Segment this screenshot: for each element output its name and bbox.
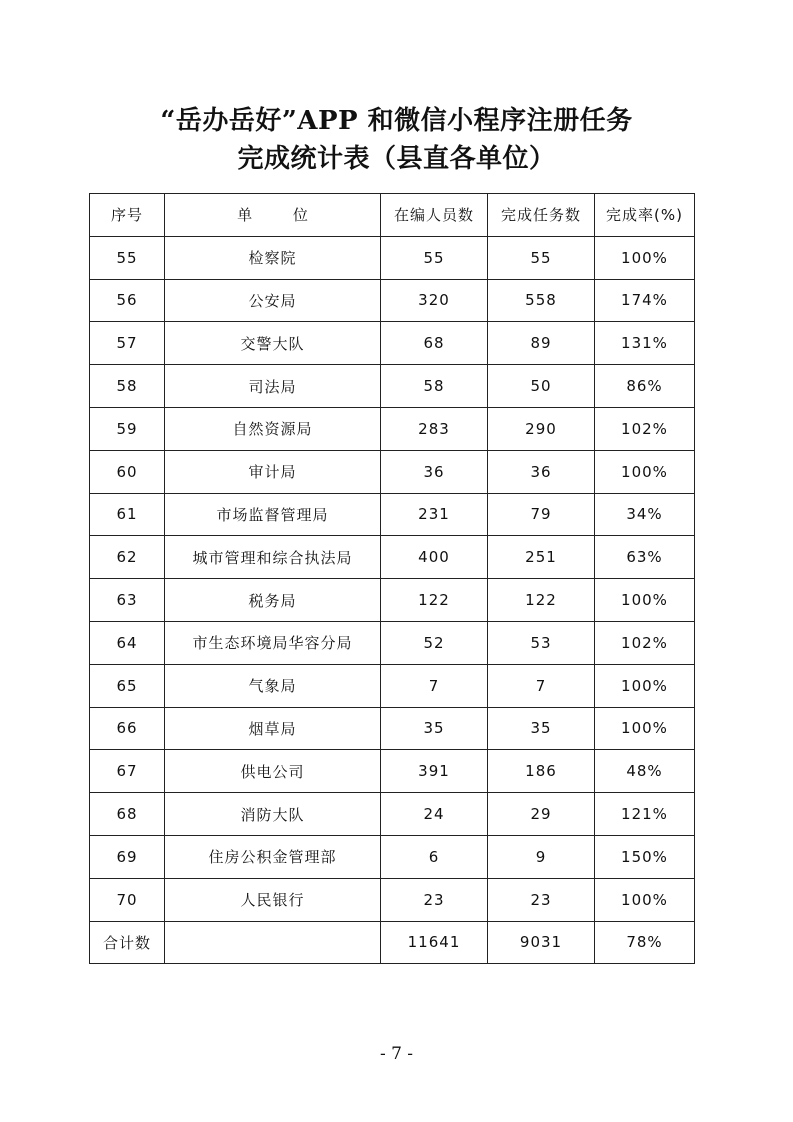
row-completion-rate: 100% bbox=[595, 450, 695, 493]
table-row bbox=[90, 279, 695, 322]
row-completion-rate: 100% bbox=[595, 664, 695, 707]
row-staff-count: 23 bbox=[381, 878, 488, 921]
header-staff-count: 在编人员数 bbox=[381, 194, 488, 237]
table-row bbox=[90, 707, 695, 750]
row-completion-rate: 121% bbox=[595, 793, 695, 836]
row-completed-count: 122 bbox=[488, 579, 595, 622]
row-unit-name: 人民银行 bbox=[165, 878, 381, 921]
document-title-line-1: “岳办岳好”APP 和微信小程序注册任务 bbox=[160, 106, 633, 136]
row-completed-count: 290 bbox=[488, 407, 595, 450]
row-serial: 64 bbox=[90, 621, 165, 664]
header-completion-rate: 完成率(%) bbox=[595, 194, 695, 237]
row-serial: 63 bbox=[90, 579, 165, 622]
row-completion-rate: 63% bbox=[595, 536, 695, 579]
total-staff: 11641 bbox=[381, 921, 488, 964]
total-unit bbox=[165, 921, 381, 964]
table-row bbox=[90, 793, 695, 836]
row-unit-name: 检察院 bbox=[165, 236, 381, 279]
row-completed-count: 89 bbox=[488, 322, 595, 365]
total-label: 合计数 bbox=[90, 921, 165, 964]
row-completion-rate: 150% bbox=[595, 835, 695, 878]
row-serial: 67 bbox=[90, 750, 165, 793]
row-staff-count: 400 bbox=[381, 536, 488, 579]
table-row bbox=[90, 835, 695, 878]
table-row bbox=[90, 878, 695, 921]
row-staff-count: 6 bbox=[381, 835, 488, 878]
row-completed-count: 50 bbox=[488, 365, 595, 408]
table-total-row bbox=[90, 921, 695, 964]
row-unit-name: 气象局 bbox=[165, 664, 381, 707]
header-completed-count: 完成任务数 bbox=[488, 194, 595, 237]
row-staff-count: 122 bbox=[381, 579, 488, 622]
row-serial: 61 bbox=[90, 493, 165, 536]
row-completion-rate: 131% bbox=[595, 322, 695, 365]
row-completed-count: 79 bbox=[488, 493, 595, 536]
table-row bbox=[90, 236, 695, 279]
row-unit-name: 市生态环境局华容分局 bbox=[165, 621, 381, 664]
row-completed-count: 186 bbox=[488, 750, 595, 793]
row-completed-count: 29 bbox=[488, 793, 595, 836]
row-staff-count: 68 bbox=[381, 322, 488, 365]
table-row bbox=[90, 664, 695, 707]
row-unit-name: 消防大队 bbox=[165, 793, 381, 836]
row-serial: 56 bbox=[90, 279, 165, 322]
total-rate: 78% bbox=[595, 921, 695, 964]
row-completion-rate: 102% bbox=[595, 621, 695, 664]
table-row bbox=[90, 407, 695, 450]
row-unit-name: 住房公积金管理部 bbox=[165, 835, 381, 878]
row-serial: 66 bbox=[90, 707, 165, 750]
row-staff-count: 58 bbox=[381, 365, 488, 408]
row-completion-rate: 100% bbox=[595, 707, 695, 750]
row-serial: 58 bbox=[90, 365, 165, 408]
row-completed-count: 251 bbox=[488, 536, 595, 579]
row-unit-name: 公安局 bbox=[165, 279, 381, 322]
row-staff-count: 231 bbox=[381, 493, 488, 536]
row-completion-rate: 100% bbox=[595, 236, 695, 279]
table-row bbox=[90, 750, 695, 793]
table-row bbox=[90, 365, 695, 408]
table-row bbox=[90, 579, 695, 622]
row-completed-count: 55 bbox=[488, 236, 595, 279]
row-serial: 69 bbox=[90, 835, 165, 878]
table-row bbox=[90, 450, 695, 493]
row-completion-rate: 86% bbox=[595, 365, 695, 408]
table-row bbox=[90, 536, 695, 579]
row-completion-rate: 100% bbox=[595, 878, 695, 921]
row-serial: 65 bbox=[90, 664, 165, 707]
row-unit-name: 供电公司 bbox=[165, 750, 381, 793]
row-staff-count: 35 bbox=[381, 707, 488, 750]
table-row bbox=[90, 621, 695, 664]
row-staff-count: 55 bbox=[381, 236, 488, 279]
row-unit-name: 烟草局 bbox=[165, 707, 381, 750]
row-completed-count: 36 bbox=[488, 450, 595, 493]
table-row bbox=[90, 493, 695, 536]
row-staff-count: 320 bbox=[381, 279, 488, 322]
table-body bbox=[90, 236, 695, 921]
row-completed-count: 9 bbox=[488, 835, 595, 878]
row-serial: 68 bbox=[90, 793, 165, 836]
row-serial: 59 bbox=[90, 407, 165, 450]
page-number: - 7 - bbox=[379, 1044, 414, 1064]
row-staff-count: 36 bbox=[381, 450, 488, 493]
row-unit-name: 审计局 bbox=[165, 450, 381, 493]
row-staff-count: 7 bbox=[381, 664, 488, 707]
row-unit-name: 自然资源局 bbox=[165, 407, 381, 450]
row-serial: 57 bbox=[90, 322, 165, 365]
row-unit-name: 司法局 bbox=[165, 365, 381, 408]
row-completion-rate: 100% bbox=[595, 579, 695, 622]
row-unit-name: 交警大队 bbox=[165, 322, 381, 365]
total-completed: 9031 bbox=[488, 921, 595, 964]
header-serial: 序号 bbox=[90, 194, 165, 237]
header-unit: 单 位 bbox=[165, 194, 381, 237]
row-completed-count: 35 bbox=[488, 707, 595, 750]
row-completion-rate: 102% bbox=[595, 407, 695, 450]
row-serial: 60 bbox=[90, 450, 165, 493]
row-completed-count: 7 bbox=[488, 664, 595, 707]
row-unit-name: 市场监督管理局 bbox=[165, 493, 381, 536]
row-unit-name: 城市管理和综合执法局 bbox=[165, 536, 381, 579]
row-serial: 55 bbox=[90, 236, 165, 279]
row-completed-count: 558 bbox=[488, 279, 595, 322]
row-completion-rate: 48% bbox=[595, 750, 695, 793]
row-unit-name: 税务局 bbox=[165, 579, 381, 622]
row-completion-rate: 34% bbox=[595, 493, 695, 536]
row-serial: 62 bbox=[90, 536, 165, 579]
row-staff-count: 52 bbox=[381, 621, 488, 664]
registration-stats-table bbox=[89, 193, 695, 964]
row-completed-count: 53 bbox=[488, 621, 595, 664]
table-row bbox=[90, 322, 695, 365]
row-completed-count: 23 bbox=[488, 878, 595, 921]
row-staff-count: 24 bbox=[381, 793, 488, 836]
row-completion-rate: 174% bbox=[595, 279, 695, 322]
document-title-line-2: 完成统计表（县直各单位） bbox=[237, 144, 556, 174]
row-staff-count: 391 bbox=[381, 750, 488, 793]
row-staff-count: 283 bbox=[381, 407, 488, 450]
table-header-row bbox=[90, 194, 695, 237]
row-serial: 70 bbox=[90, 878, 165, 921]
